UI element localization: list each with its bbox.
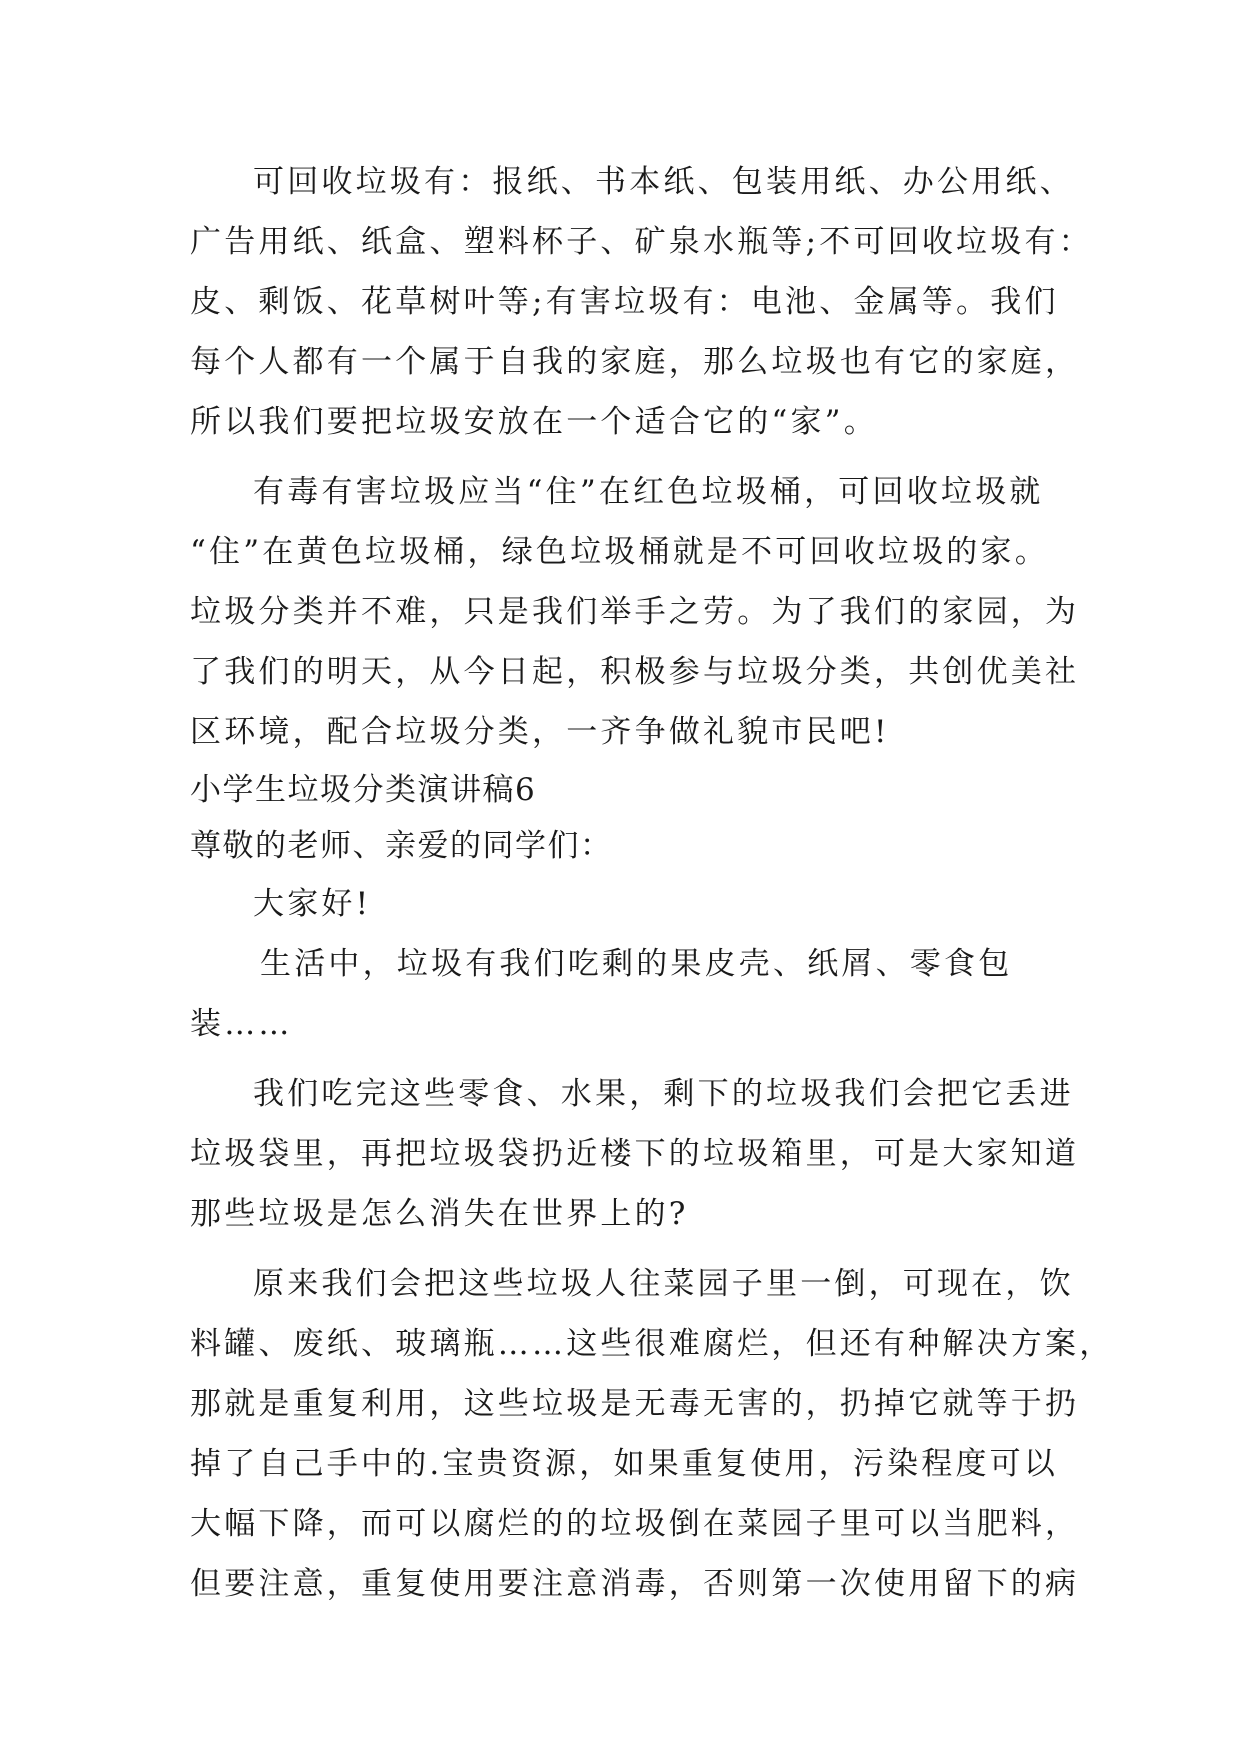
- text-line: 每个人都有一个属于自我的家庭，那么垃圾也有它的家庭，: [190, 344, 1080, 380]
- text-line: 广告用纸、纸盒、塑料杯子、矿泉水瓶等;不可回收垃圾有：: [190, 224, 1093, 260]
- paragraph-recyclable-types: [190, 152, 1093, 452]
- paragraph-trash-examples: [190, 934, 1070, 1054]
- text-line: 生活中，垃圾有我们吃剩的果皮壳、纸屑、零食包: [260, 946, 1013, 982]
- text-line: “住”在黄色垃圾桶，绿色垃圾桶就是不可回收垃圾的家。: [190, 534, 1049, 570]
- text-line: 区环境，配合垃圾分类，一齐争做礼貌市民吧!: [190, 714, 890, 750]
- text-line: 可回收垃圾有：报纸、书本纸、包装用纸、办公用纸、: [253, 164, 1074, 200]
- paragraph-bin-colors: [190, 462, 1080, 762]
- text-line: 垃圾分类并不难，只是我们举手之劳。为了我们的家园，为: [190, 594, 1080, 630]
- text-line: 那就是重复利用，这些垃圾是无毒无害的，扔掉它就等于扔: [190, 1386, 1080, 1422]
- text-line: 料罐、废纸、玻璃瓶……这些很难腐烂，但还有种解决方案，: [190, 1326, 1114, 1362]
- text-line: 垃圾袋里，再把垃圾袋扔近楼下的垃圾箱里，可是大家知道: [190, 1136, 1080, 1172]
- document-page: [190, 152, 1114, 1614]
- text-line: 了我们的明天，从今日起，积极参与垃圾分类，共创优美社: [190, 654, 1080, 690]
- text-line: 皮、剩饭、花草树叶等;有害垃圾有：电池、金属等。我们: [190, 284, 1059, 320]
- greeting: 大家好!: [253, 886, 372, 922]
- text-line: 那些垃圾是怎么消失在世界上的?: [190, 1196, 689, 1232]
- section-heading: 小学生垃圾分类演讲稿6: [190, 772, 537, 808]
- text-line: 原来我们会把这些垃圾人往菜园子里一倒，可现在，饮: [253, 1266, 1074, 1302]
- text-line: 所以我们要把垃圾安放在一个适合它的“家”。: [190, 404, 878, 440]
- salutation: 尊敬的老师、亲爱的同学们：: [190, 828, 613, 864]
- paragraph-reuse-solution: [190, 1254, 1114, 1614]
- text-line: 但要注意，重复使用要注意消毒，否则第一次使用留下的病: [190, 1566, 1080, 1602]
- text-line: 掉了自己手中的.宝贵资源，如果重复使用，污染程度可以: [190, 1446, 1059, 1482]
- text-line: 大幅下降，而可以腐烂的的垃圾倒在菜园子里可以当肥料，: [190, 1506, 1080, 1542]
- paragraph-disposal-question: [190, 1064, 1080, 1244]
- text-line: 有毒有害垃圾应当“住”在红色垃圾桶，可回收垃圾就: [253, 474, 1044, 510]
- text-line: 我们吃完这些零食、水果，剩下的垃圾我们会把它丢进: [253, 1076, 1074, 1112]
- text-line: 装……: [190, 1006, 293, 1042]
